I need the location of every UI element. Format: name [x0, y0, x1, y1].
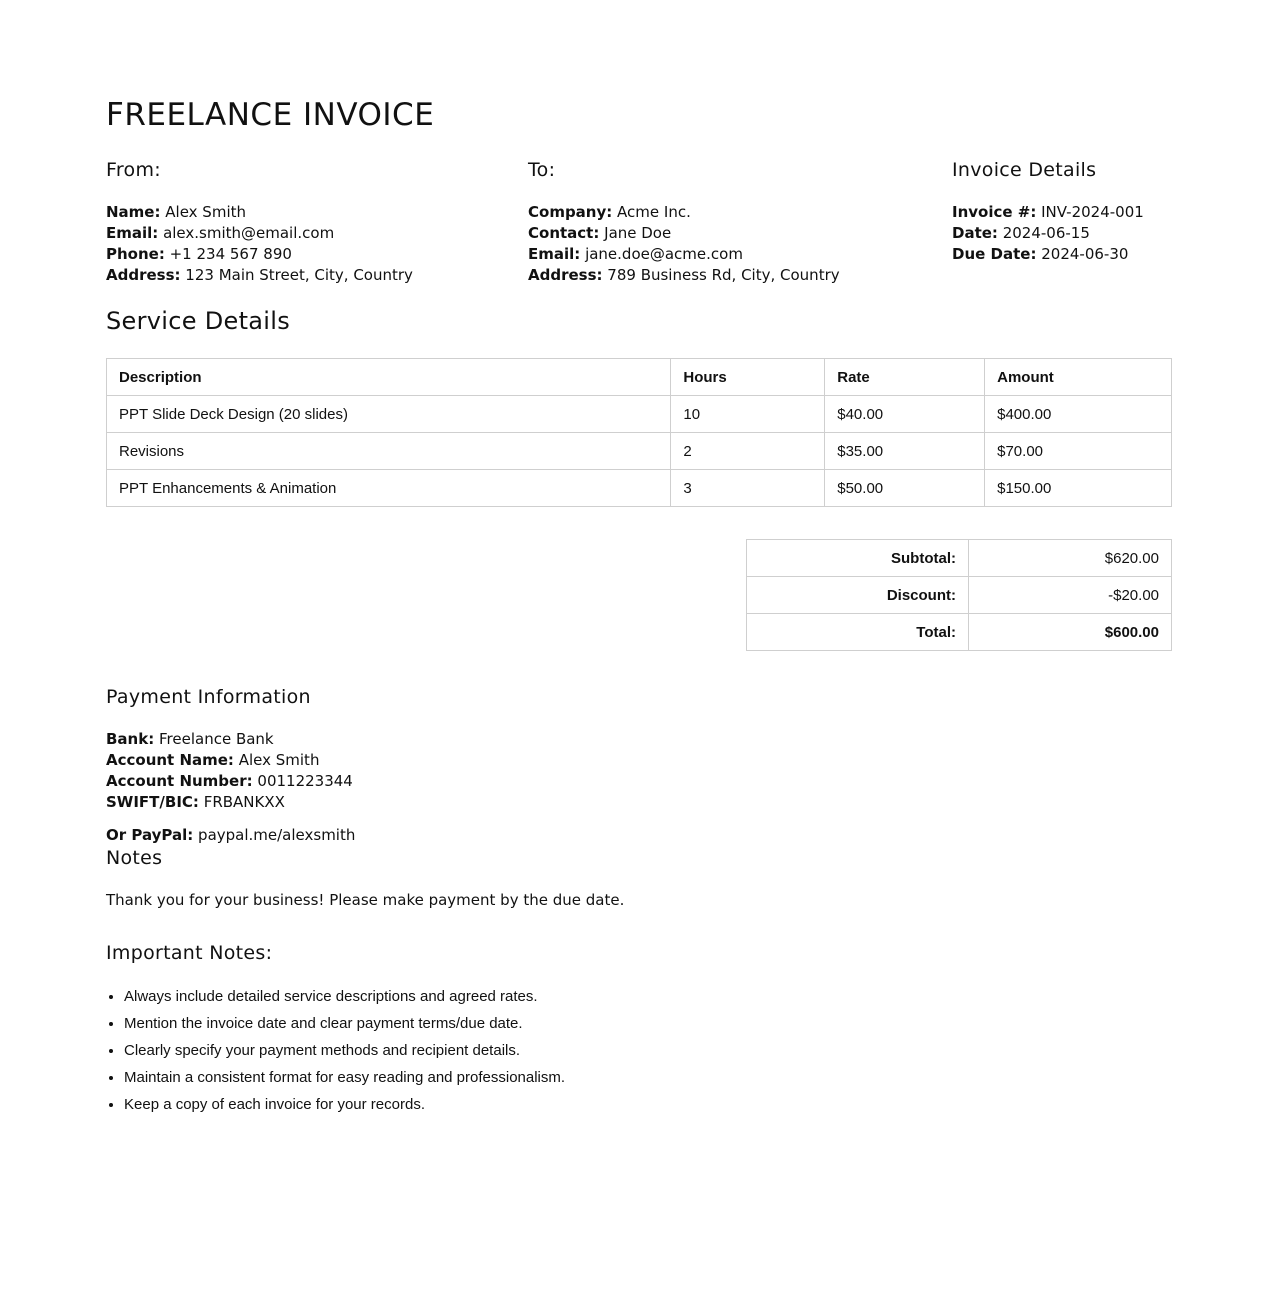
list-item: • Always include detailed service descriptions and agreed rates.	[124, 987, 565, 1007]
to-heading: To:	[528, 159, 556, 181]
table-row	[107, 396, 1172, 433]
to-company: Company: Acme Inc.	[528, 203, 691, 221]
notes-section	[106, 846, 624, 911]
table-cell: $400.00	[985, 396, 1172, 433]
from-name: Name: Alex Smith	[106, 203, 246, 221]
table-cell: $40.00	[825, 396, 985, 433]
from-email: Email: alex.smith@email.com	[106, 224, 335, 242]
payment-swift: SWIFT/BIC: FRBANKXX	[106, 793, 285, 811]
from-heading: From:	[106, 159, 161, 181]
list-item: • Maintain a consistent format for easy reading and professionalism.	[124, 1068, 565, 1088]
from-phone: Phone: +1 234 567 890	[106, 245, 292, 263]
list-item: • Clearly specify your payment methods and recipient details.	[124, 1041, 565, 1061]
column-header: Hours	[671, 359, 825, 396]
payment-account-number: Account Number: 0011223344	[106, 772, 353, 790]
table-cell: 2	[671, 433, 825, 470]
table-cell: PPT Slide Deck Design (20 slides)	[107, 396, 671, 433]
discount-row	[747, 577, 1172, 614]
subtotal-value: $620.00	[969, 540, 1172, 577]
column-header: Rate	[825, 359, 985, 396]
discount-value: -$20.00	[969, 577, 1172, 614]
table-cell: $150.00	[985, 470, 1172, 507]
table-cell: 10	[671, 396, 825, 433]
table-cell: $50.00	[825, 470, 985, 507]
payment-heading: Payment Information	[106, 686, 311, 708]
payment-bank: Bank: Freelance Bank	[106, 730, 274, 748]
to-address: Address: 789 Business Rd, City, Country	[528, 266, 840, 284]
table-row	[107, 433, 1172, 470]
to-contact: Contact: Jane Doe	[528, 224, 672, 242]
invoice-number: Invoice #: INV-2024-001	[952, 203, 1144, 221]
total-value: $600.00	[969, 614, 1172, 651]
subtotal-row	[747, 540, 1172, 577]
table-cell: Revisions	[107, 433, 671, 470]
invoice-date: Date: 2024-06-15	[952, 224, 1090, 242]
totals-table	[746, 539, 1172, 651]
service-table	[106, 358, 1172, 507]
table-cell: $35.00	[825, 433, 985, 470]
details-heading: Invoice Details	[952, 159, 1097, 181]
invoice-details-section	[952, 158, 1252, 265]
table-cell: 3	[671, 470, 825, 507]
column-header: Description	[107, 359, 671, 396]
column-header: Amount	[985, 359, 1172, 396]
to-email: Email: jane.doe@acme.com	[528, 245, 743, 263]
payment-information-section	[106, 685, 355, 846]
table-cell: $70.00	[985, 433, 1172, 470]
important-notes-heading: Important Notes:	[106, 942, 273, 964]
list-item: • Keep a copy of each invoice for your records.	[124, 1095, 565, 1115]
total-label: Total:	[747, 614, 969, 651]
service-details-heading: Service Details	[106, 307, 291, 335]
notes-heading: Notes	[106, 847, 163, 869]
invoice-title: FREELANCE INVOICE	[106, 97, 435, 133]
payment-account-name: Account Name: Alex Smith	[106, 751, 320, 769]
from-section	[106, 158, 506, 286]
total-row	[747, 614, 1172, 651]
subtotal-label: Subtotal:	[747, 540, 969, 577]
table-row	[107, 470, 1172, 507]
table-header-row	[107, 359, 1172, 396]
to-section	[528, 158, 928, 286]
important-notes-list	[106, 987, 565, 1115]
table-cell: PPT Enhancements & Animation	[107, 470, 671, 507]
invoice-due-date: Due Date: 2024-06-30	[952, 245, 1129, 263]
important-notes-section	[106, 941, 565, 1122]
notes-text: Thank you for your business! Please make payment by the due date.	[106, 891, 625, 909]
list-item: • Mention the invoice date and clear payment terms/due date.	[124, 1014, 565, 1034]
discount-label: Discount:	[747, 577, 969, 614]
from-address: Address: 123 Main Street, City, Country	[106, 266, 413, 284]
payment-paypal: Or PayPal: paypal.me/alexsmith	[106, 826, 356, 844]
